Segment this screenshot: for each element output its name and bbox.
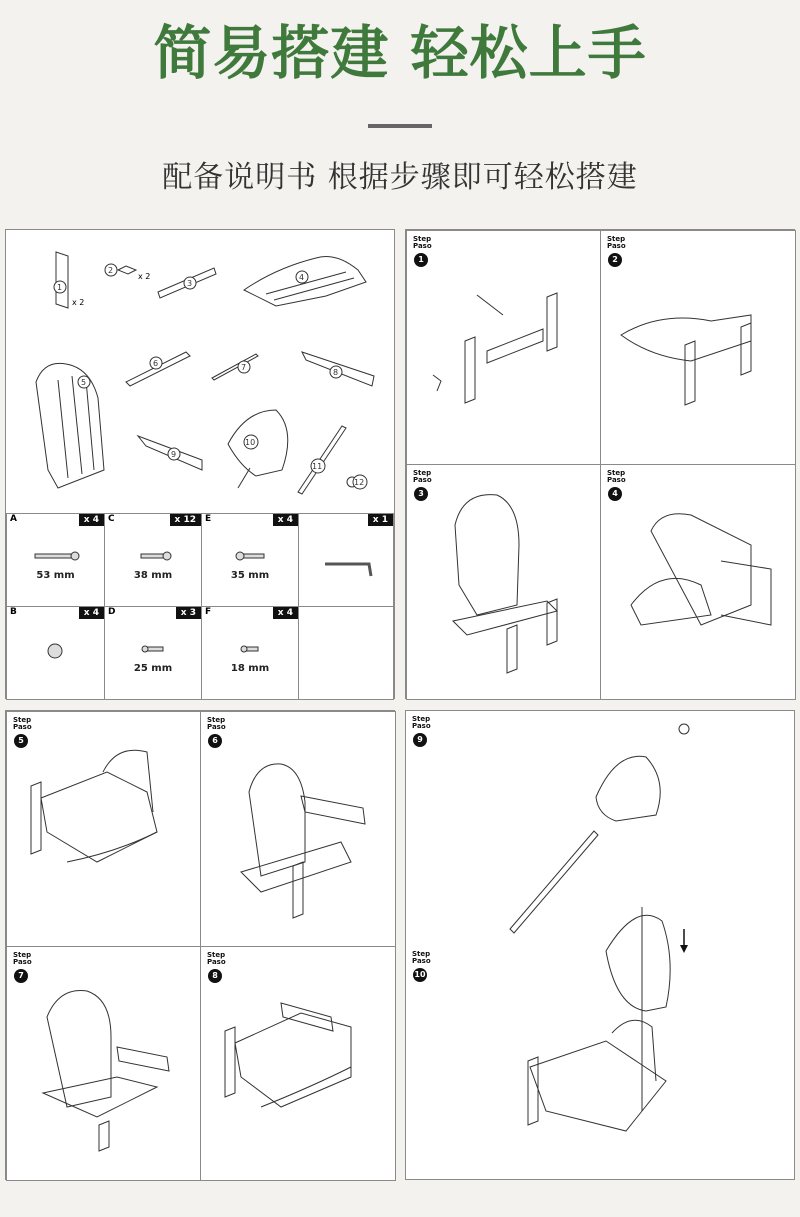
step-label-es: Paso (13, 723, 32, 731)
step-label-es: Paso (207, 723, 226, 731)
steps-1-4-panel (405, 229, 795, 699)
step-3 (406, 464, 601, 700)
step-6-diagram (201, 712, 397, 948)
step-number: 8 (208, 969, 222, 983)
hardware-count: x 4 (79, 514, 104, 526)
svg-text:7: 7 (241, 363, 247, 372)
step-9-10-diagram (406, 711, 794, 1179)
step-label: Step (413, 235, 432, 243)
hardware-letter: F (205, 607, 212, 617)
step-2-diagram (601, 231, 797, 466)
page-title: 简易搭建 轻松上手 (153, 19, 647, 87)
step-number: 9 (413, 733, 427, 747)
step-8 (200, 946, 396, 1181)
hardware-e (201, 513, 299, 607)
svg-text:10: 10 (245, 438, 256, 447)
hardware-count: x 4 (273, 514, 298, 526)
step-label-es: Paso (13, 958, 32, 966)
hardware-count: x 3 (176, 607, 201, 619)
step-number: 6 (208, 734, 222, 748)
hardware-letter: A (10, 514, 17, 524)
title-divider (368, 124, 432, 128)
svg-text:9: 9 (171, 450, 177, 459)
hardware-letter: B (10, 607, 17, 617)
steps-5-8-panel (5, 710, 395, 1180)
hardware-size: 18 mm (230, 663, 270, 674)
step-label-es: Paso (207, 958, 226, 966)
step-label: Step (13, 951, 32, 959)
step-number: 1 (414, 253, 428, 267)
hardware-letter: C (108, 514, 115, 524)
step-number: 4 (608, 487, 622, 501)
step-5-diagram (7, 712, 202, 948)
hardware-size: 38 mm (133, 570, 173, 581)
step-label-es: Paso (607, 476, 626, 484)
hardware-f (201, 606, 299, 700)
hardware-a (6, 513, 105, 607)
hardware-c (104, 513, 202, 607)
step-8-diagram (201, 947, 397, 1182)
step-label-es: Paso (413, 476, 432, 484)
hardware-count: x 1 (368, 514, 393, 526)
step-label-es: Paso (412, 722, 431, 730)
step-label: Step (413, 469, 432, 477)
step-4 (600, 464, 796, 700)
hardware-count: x 4 (273, 607, 298, 619)
step-label-es: Paso (413, 242, 432, 250)
svg-text:8: 8 (333, 368, 339, 377)
hardware-allen-key (298, 513, 394, 607)
step-label-es: Paso (607, 242, 626, 250)
step-number: 5 (14, 734, 28, 748)
step-number: 10 (413, 968, 427, 982)
svg-text:2: 2 (108, 266, 114, 275)
hardware-count: x 12 (170, 514, 201, 526)
nut-icon (7, 629, 106, 689)
step-label: Step (412, 950, 431, 958)
step-5 (6, 711, 201, 947)
part-1-qty: x 2 (72, 298, 85, 307)
page-subtitle: 配备说明书 根据步骤即可轻松搭建 (162, 160, 638, 195)
hardware-d (104, 606, 202, 700)
hardware-b (6, 606, 105, 700)
hardware-letter: E (205, 514, 212, 524)
step-label-es: Paso (412, 957, 431, 965)
step-label: Step (607, 235, 626, 243)
step-label: Step (13, 716, 32, 724)
hardware-letter: D (108, 607, 116, 617)
step-label: Step (607, 469, 626, 477)
step-label: Step (207, 716, 226, 724)
parts-diagram (6, 230, 394, 513)
step-2 (600, 230, 796, 465)
svg-text:3: 3 (187, 279, 193, 288)
hardware-empty (298, 606, 394, 700)
svg-text:4: 4 (299, 273, 305, 282)
step-6 (200, 711, 396, 947)
svg-text:11: 11 (312, 462, 323, 471)
step-3-diagram (407, 465, 602, 701)
parts-panel (5, 229, 395, 699)
step-1-diagram (407, 231, 602, 466)
svg-text:6: 6 (153, 359, 159, 368)
step-1 (406, 230, 601, 465)
svg-text:5: 5 (81, 378, 87, 387)
step-7-diagram (7, 947, 202, 1182)
step-number: 2 (608, 253, 622, 267)
hardware-size: 35 mm (230, 570, 270, 581)
hardware-size: 53 mm (36, 570, 75, 581)
step-4-diagram (601, 465, 797, 701)
steps-9-10-panel (405, 710, 795, 1180)
svg-text:12: 12 (354, 478, 365, 487)
step-7 (6, 946, 201, 1181)
step-label: Step (412, 715, 431, 723)
step-label: Step (207, 951, 226, 959)
part-2-qty: x 2 (138, 272, 151, 281)
step-number: 3 (414, 487, 428, 501)
hardware-count: x 4 (79, 607, 104, 619)
allen-key-icon (299, 536, 395, 596)
step-number: 7 (14, 969, 28, 983)
hardware-size: 25 mm (133, 663, 173, 674)
svg-text:1: 1 (57, 283, 63, 292)
